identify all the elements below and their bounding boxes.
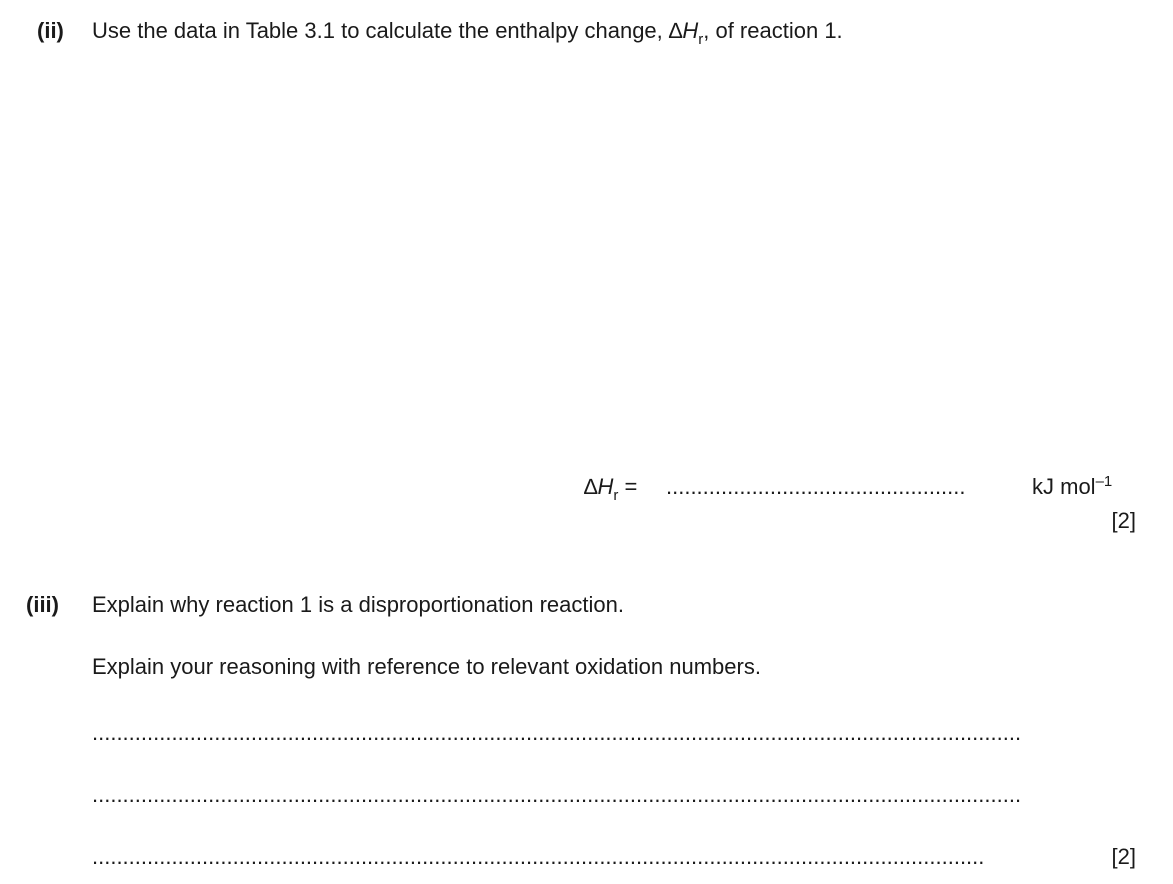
question-number-iii: (iii)	[26, 592, 59, 617]
enthalpy-symbol: H	[682, 18, 699, 43]
answer-enthalpy-subscript: r	[613, 487, 619, 504]
answer-enthalpy-symbol: H	[597, 474, 614, 499]
enthalpy-unit	[1032, 474, 1112, 500]
enthalpy-answer-line	[584, 474, 644, 504]
enthalpy-subscript: r	[698, 31, 704, 48]
answer-line-2[interactable]: ........................................................................................................................................................	[92, 782, 1022, 807]
enthalpy-answer-field[interactable]: .................................................	[666, 474, 966, 499]
question-number-ii: (ii)	[37, 18, 64, 43]
unit-exponent: –1	[1095, 473, 1113, 490]
question-text-ii	[92, 18, 843, 48]
answer-delta-symbol: ∆	[584, 474, 598, 499]
marks-iii: [2]	[1111, 844, 1136, 869]
answer-line-1[interactable]: ........................................................................................................................................................	[92, 720, 1022, 745]
answer-line-3[interactable]: ..................................................................................................................................................	[92, 844, 985, 869]
question-text-ii-after: , of reaction 1.	[703, 18, 843, 43]
question-text-iii: Explain why reaction 1 is a disproportionation reaction.	[92, 592, 624, 617]
delta-symbol: ∆	[668, 18, 683, 43]
marks-ii: [2]	[1111, 508, 1136, 533]
instruction-text-iii: Explain your reasoning with reference to relevant oxidation numbers.	[92, 654, 761, 679]
answer-equals: =	[618, 474, 644, 499]
question-text-ii-before: Use the data in Table 3.1 to calculate the enthalpy change,	[92, 18, 669, 43]
unit-text: kJ mol	[1032, 474, 1096, 499]
